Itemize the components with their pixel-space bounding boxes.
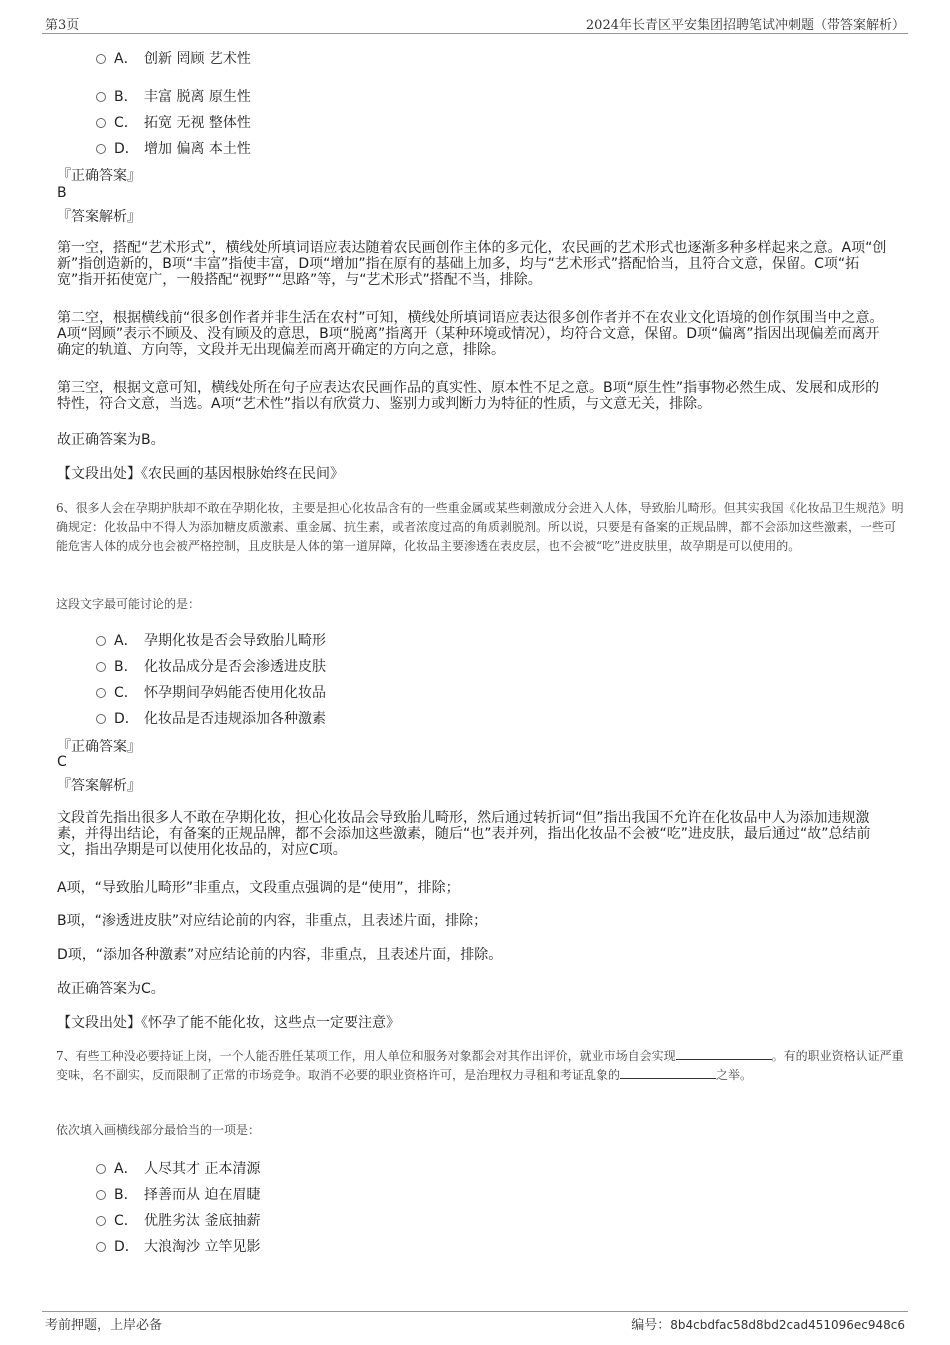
answer-label: 『正确答案』 <box>57 739 141 755</box>
option-d[interactable]: D． 大浪淘沙 立竿见影 <box>96 1236 260 1256</box>
radio-icon[interactable] <box>96 636 106 646</box>
footer-divider <box>42 1311 908 1312</box>
option-c[interactable]: C． 怀孕期间孕妈能否使用化妆品 <box>96 682 326 702</box>
option-a[interactable]: A． 孕期化妆是否会导致胎儿畸形 <box>96 630 326 650</box>
analysis-label: 『答案解析』 <box>57 778 141 794</box>
analysis-paragraph: D项，“添加各种激素”对应结论前的内容，非重点，且表述片面，排除。 <box>57 947 503 963</box>
document-title: 2024年长青区平安集团招聘笔试冲刺题（带答案解析） <box>585 18 905 33</box>
radio-icon[interactable] <box>96 144 106 154</box>
option-a[interactable]: A． 人尽其才 正本清源 <box>96 1158 260 1178</box>
page-number: 第3页 <box>45 18 80 33</box>
source-citation: 【文段出处】《农民画的基因根脉始终在民间》 <box>57 466 344 482</box>
radio-icon[interactable] <box>96 662 106 672</box>
header-divider <box>42 33 908 34</box>
option-b[interactable]: B． 化妆品成分是否会渗透进皮肤 <box>96 656 326 676</box>
option-d[interactable]: D． 化妆品是否违规添加各种激素 <box>96 708 326 728</box>
option-b[interactable]: B． 丰富 脱离 原生性 <box>96 86 251 106</box>
option-a[interactable]: A． 创新 罔顾 艺术性 <box>96 48 251 68</box>
radio-icon[interactable] <box>96 92 106 102</box>
radio-icon[interactable] <box>96 714 106 724</box>
question-prompt: 这段文字最可能讨论的是： <box>56 597 201 611</box>
fill-blank <box>676 1047 772 1060</box>
question-text: 6、很多人会在孕期护肤却不敢在孕期化妆，主要是担心化妆品含有的一些重金属或某些刺激成分会进入人体，导致胎儿畸形。但其实我国《化妆品卫生规范》明确规定：化妆品中不得人为添加糖皮质激素、重金属、抗生素，或者浓度过高的角质剥脱剂。所以说，只要是有备案的正规品牌，都不会添加这些激素，一些可能危害人体的成分也会被严格控制，且皮肤是人体的第一道屏障，化妆品主要渗透在表皮层，也不会被“吃”进皮肤里，故孕期是可以使用的。 <box>56 501 904 553</box>
option-b[interactable]: B． 择善而从 迫在眉睫 <box>96 1184 260 1204</box>
option-c[interactable]: C． 拓宽 无视 整体性 <box>96 112 251 132</box>
analysis-label: 『答案解析』 <box>57 209 141 225</box>
analysis-paragraph: 第二空，根据横线前“很多创作者并非生活在农村”可知，横线处所填词语应表达很多创作者并不在农业文化语境的创作氛围当中之意。A项“罔顾”表示不顾及、没有顾及的意思，B项“脱离”指离开（某种环境或情况），均符合文意，保留。D项“偏离”指因出现偏差而离开确定的轨道、方向等，文段并无出现偏差而离开确定的方向之意，排除。 <box>57 310 884 358</box>
analysis-conclusion: 故正确答案为B。 <box>57 432 165 448</box>
answer-value: C <box>57 754 67 770</box>
analysis-paragraph: 第一空，搭配“艺术形式”，横线处所填词语应表达随着农民画创作主体的多元化，农民画的艺术形式也逐渐多种多样起来之意。A项“创新”指创造新的，B项“丰富”指使丰富，D项“增加”指在原有的基础上加多，均与“艺术形式”搭配恰当，且符合文意，保留。C项“拓宽”指开拓使宽广，一般搭配“视野”“思路”等，与“艺术形式”搭配不当，排除。 <box>57 240 887 288</box>
radio-icon[interactable] <box>96 1242 106 1252</box>
source-citation: 【文段出处】《怀孕了能不能化妆，这些点一定要注意》 <box>57 1015 400 1031</box>
radio-icon[interactable] <box>96 118 106 128</box>
radio-icon[interactable] <box>96 54 106 64</box>
question-prompt: 依次填入画横线部分最恰当的一项是： <box>56 1123 261 1137</box>
analysis-conclusion: 故正确答案为C。 <box>57 981 165 997</box>
analysis-paragraph: B项，“渗透进皮肤”对应结论前的内容，非重点，且表述片面，排除； <box>57 913 488 929</box>
document-id: 编号：8b4cbdfac58d8bd2cad451096ec948c6 <box>631 1318 905 1333</box>
footer-slogan: 考前押题，上岸必备 <box>45 1318 163 1333</box>
fill-blank <box>620 1066 716 1079</box>
radio-icon[interactable] <box>96 1190 106 1200</box>
radio-icon[interactable] <box>96 688 106 698</box>
option-d[interactable]: D． 增加 偏离 本土性 <box>96 138 251 158</box>
analysis-paragraph: A项，“导致胎儿畸形”非重点，文段重点强调的是“使用”，排除； <box>57 880 460 896</box>
answer-value: B <box>57 185 67 201</box>
option-c[interactable]: C． 优胜劣汰 釜底抽薪 <box>96 1210 260 1230</box>
analysis-paragraph: 文段首先指出很多人不敢在孕期化妆，担心化妆品会导致胎儿畸形，然后通过转折词“但”指出我国不允许在化妆品中人为添加违规激素，并得出结论，有备案的正规品牌，都不会添加这些激素，随后“也”表并列，指出化妆品不会被“吃”进皮肤，最后通过“故”总结前文，指出孕期是可以使用化妆品的，对应C项。 <box>57 810 871 858</box>
radio-icon[interactable] <box>96 1216 106 1226</box>
radio-icon[interactable] <box>96 1164 106 1174</box>
question-text: 7、有些工种没必要持证上岗，一个人能否胜任某项工作，用人单位和服务对象都会对其作出评价，就业市场自会实现 。有的职业资格认证严重变味，名不副实，反而限制了正常的市场竞争。取消不必要的职业资格许可，是治理权力寻租和考证乱象的 之举。 <box>56 1049 904 1082</box>
answer-label: 『正确答案』 <box>57 168 141 184</box>
analysis-paragraph: 第三空，根据文意可知，横线处所在句子应表达农民画作品的真实性、原本性不足之意。B项“原生性”指事物必然生成、发展和成形的特性，符合文意，当选。A项“艺术性”指以有欣赏力、鉴别力或判断力为特征的性质，与文意无关，排除。 <box>57 380 880 412</box>
